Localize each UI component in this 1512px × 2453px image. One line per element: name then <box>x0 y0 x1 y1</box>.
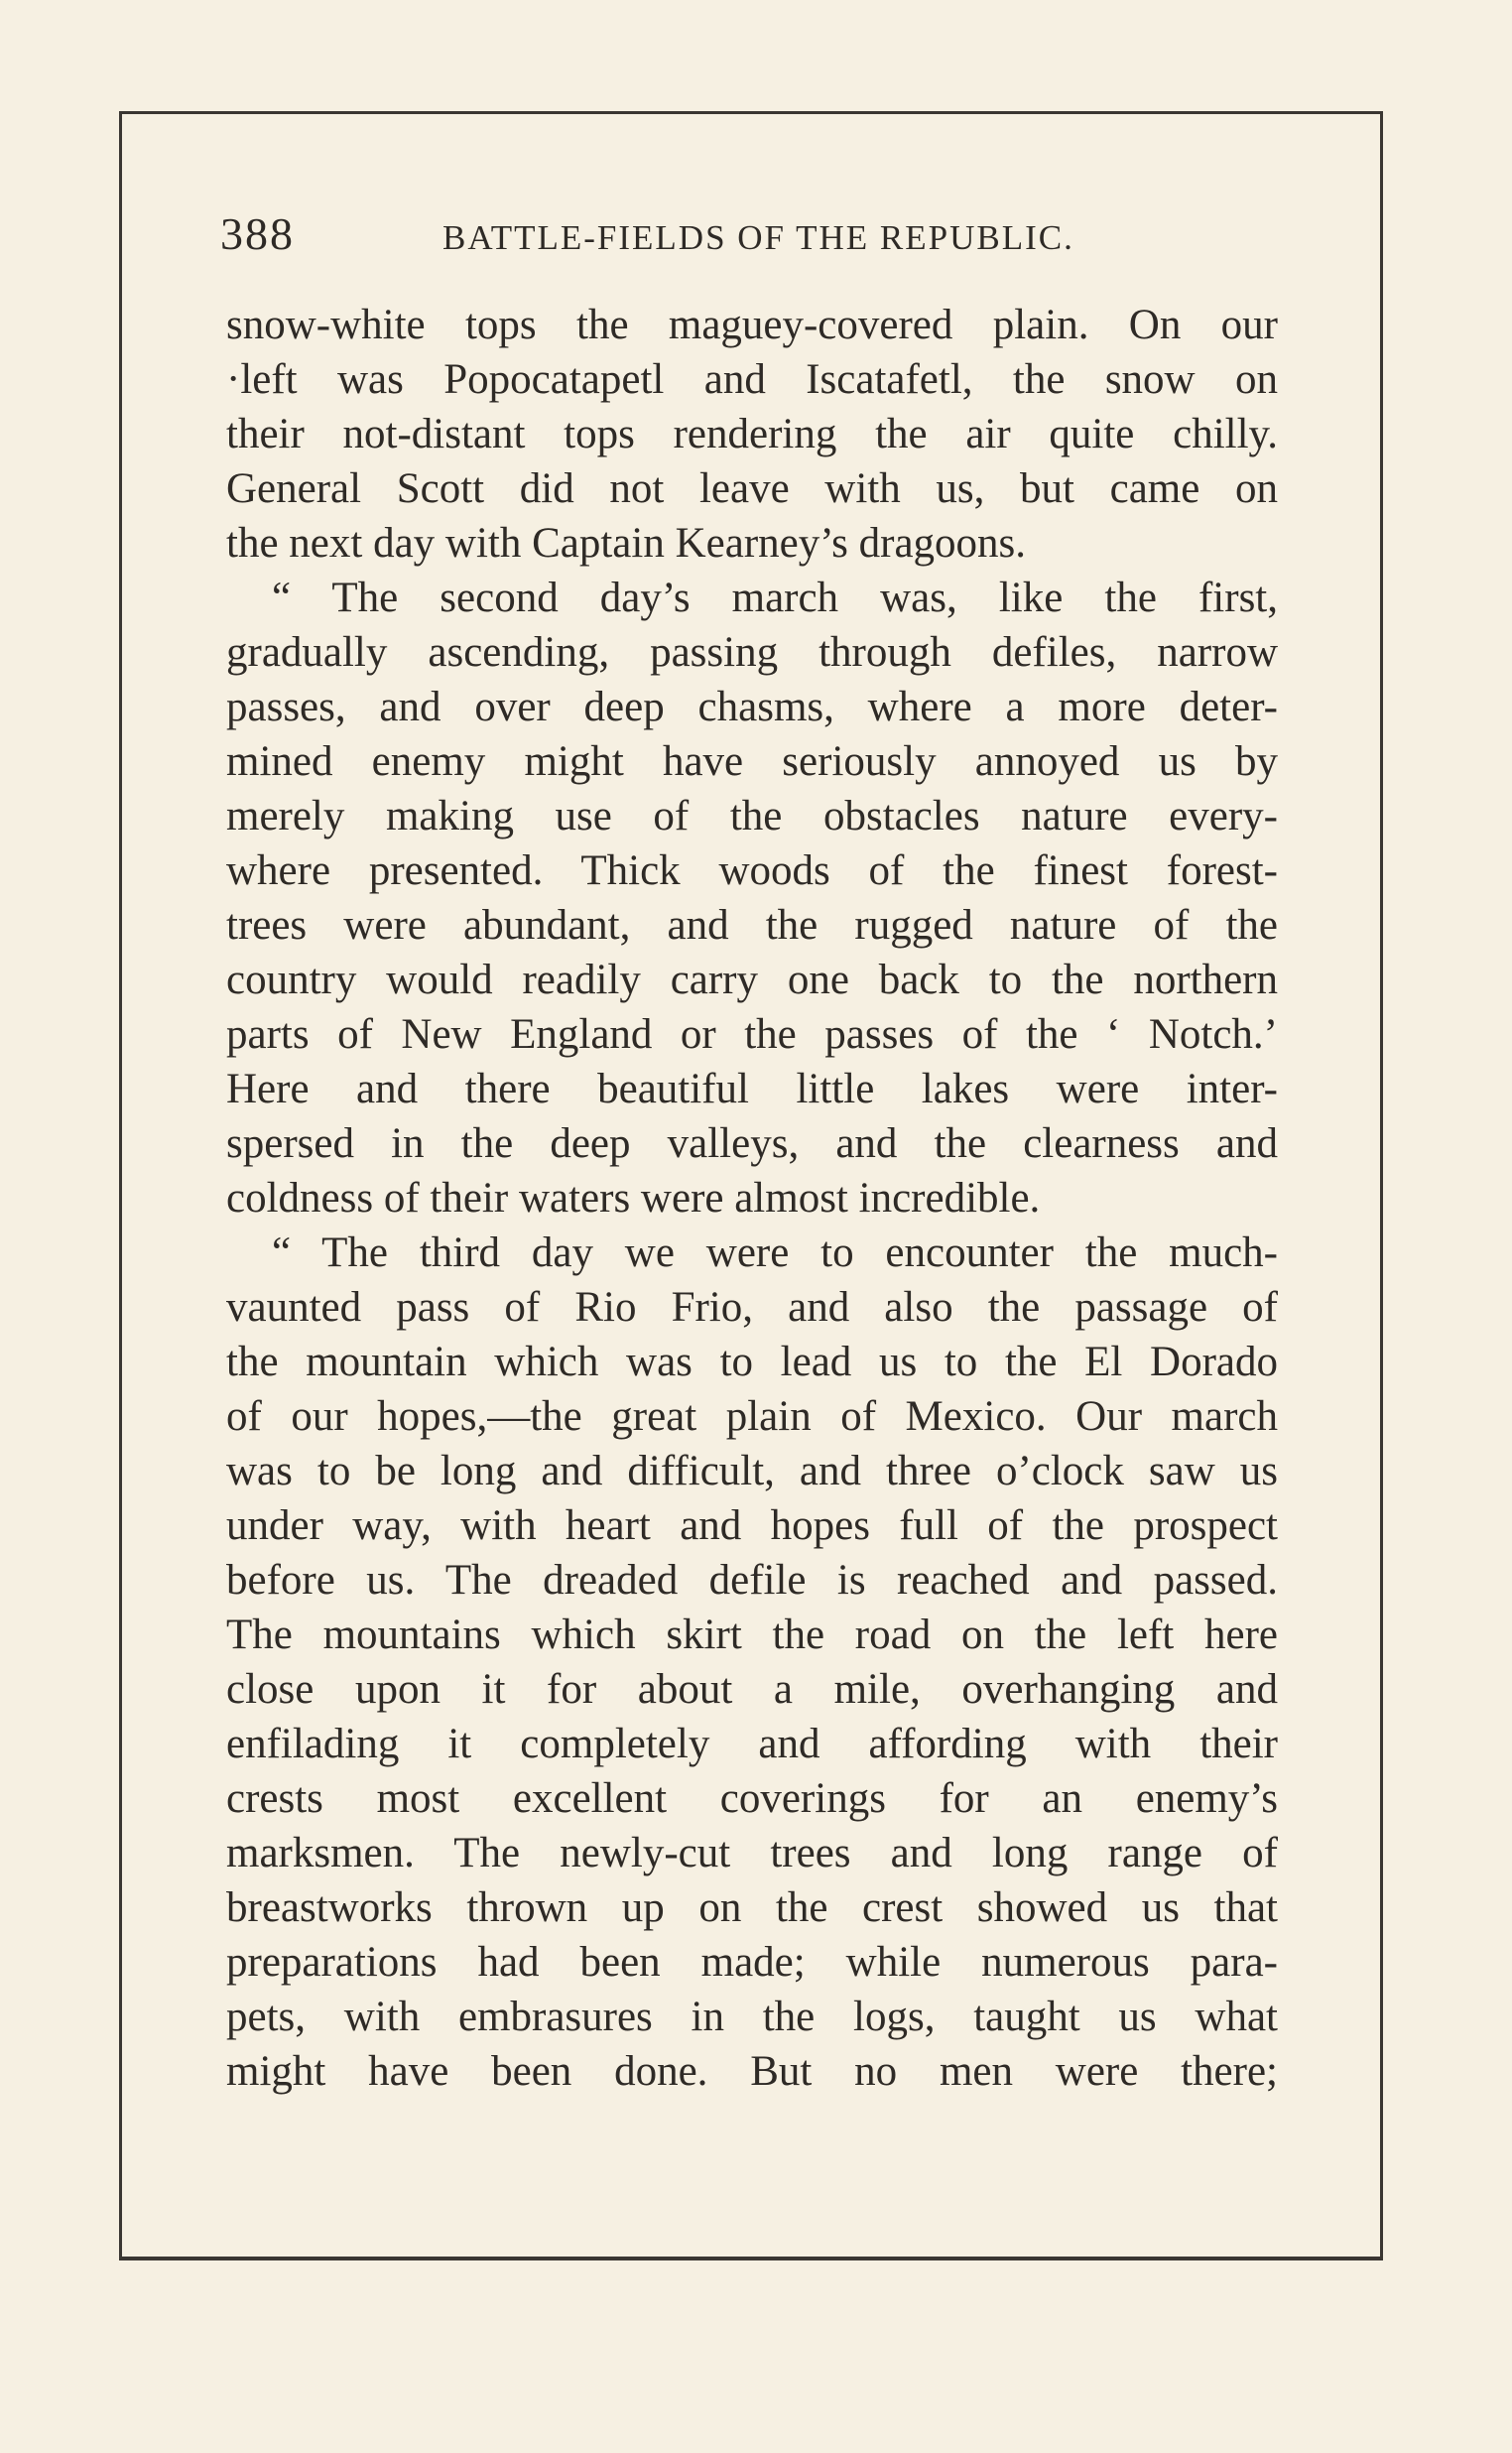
text-line: under way, with heart and hopes full of the prospect <box>226 1502 1278 1549</box>
text-line: the mountain which was to lead us to the El Dorado <box>226 1339 1278 1385</box>
page-number: 388 <box>220 208 295 259</box>
text-line: snow-white tops the maguey-covered plain. On our <box>226 302 1278 348</box>
text-line: close upon it for about a mile, overhanging and <box>226 1666 1278 1713</box>
text-line: enfilading it completely and affording with their <box>226 1721 1278 1767</box>
text-line: The mountains which skirt the road on the left here <box>226 1612 1278 1658</box>
text-line: trees were abundant, and the rugged nature of the <box>226 902 1278 949</box>
text-line: gradually ascending, passing through defiles, narrow <box>226 629 1278 676</box>
body-text <box>226 298 1278 2099</box>
text-line: of our hopes,—the great plain of Mexico. Our march <box>226 1393 1278 1440</box>
text-line: crests most excellent coverings for an enemy’s <box>226 1775 1278 1822</box>
text-line: Here and there beautiful little lakes were inter- <box>226 1066 1278 1112</box>
text-line: before us. The dreaded defile is reached and passed. <box>226 1557 1278 1604</box>
running-head <box>220 204 1272 264</box>
text-line: spersed in the deep valleys, and the clearness and <box>226 1120 1278 1167</box>
text-line: General Scott did not leave with us, but came on <box>226 465 1278 512</box>
text-line: country would readily carry one back to the northern <box>226 957 1278 1003</box>
text-line: coldness of their waters were almost incredible. <box>226 1175 1041 1222</box>
text-line: marksmen. The newly-cut trees and long range of <box>226 1830 1278 1876</box>
text-line: was to be long and difficult, and three o’clock saw us <box>226 1448 1278 1494</box>
text-line: mined enemy might have seriously annoyed us by <box>226 738 1278 785</box>
text-line: their not-distant tops rendering the air quite chilly. <box>226 411 1278 457</box>
text-line: might have been done. But no men were there; <box>226 2048 1278 2095</box>
text-line: “ The second day’s march was, like the first, <box>272 575 1278 621</box>
text-line: passes, and over deep chasms, where a more deter- <box>226 684 1278 730</box>
text-line: where presented. Thick woods of the finest forest- <box>226 847 1278 894</box>
text-line: the next day with Captain Kearney’s dragoons. <box>226 520 1027 567</box>
text-line: merely making use of the obstacles nature every- <box>226 793 1278 839</box>
text-line: parts of New England or the passes of the ‘ Notch.’ <box>226 1011 1278 1058</box>
running-title: BATTLE-FIELDS OF THE REPUBLIC. <box>442 218 1074 257</box>
text-line: ·left was Popocatapetl and Iscatafetl, the snow on <box>226 356 1278 403</box>
text-line: breastworks thrown up on the crest showed us that <box>226 1884 1278 1931</box>
text-line: “ The third day we were to encounter the much- <box>272 1229 1278 1276</box>
text-line: preparations had been made; while numerous para- <box>226 1939 1278 1986</box>
text-line: pets, with embrasures in the logs, taught us what <box>226 1994 1278 2040</box>
text-line: vaunted pass of Rio Frio, and also the passage of <box>226 1284 1278 1331</box>
